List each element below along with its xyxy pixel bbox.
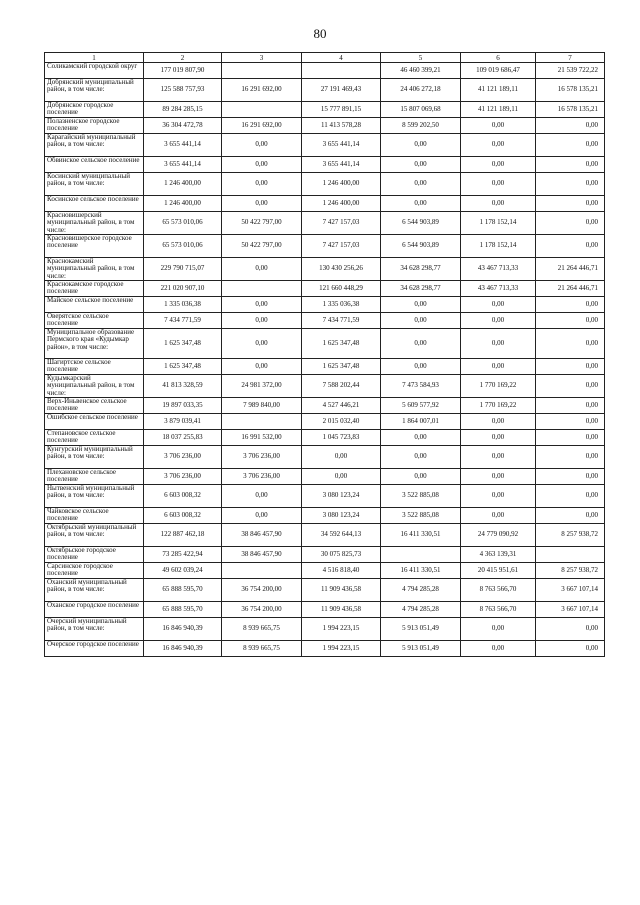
amount-cell: 3 080 123,24 bbox=[302, 485, 381, 508]
table-row bbox=[45, 118, 605, 134]
amount-cell: 0,00 bbox=[536, 235, 605, 258]
amount-cell: 36 304 472,78 bbox=[144, 118, 222, 134]
amount-cell: 0,00 bbox=[461, 508, 536, 524]
amount-cell: 0,00 bbox=[461, 118, 536, 134]
row-name-cell: Сарсинское городское поселение bbox=[45, 563, 144, 579]
row-name-cell: Красновишерское городское поселение bbox=[45, 235, 144, 258]
row-name-cell: Верх-Иньвенское сельское поселение bbox=[45, 398, 144, 414]
row-name-cell: Добрянское городское поселение bbox=[45, 102, 144, 118]
amount-cell: 0,00 bbox=[536, 329, 605, 359]
row-name-cell: Очерское городское поселение bbox=[45, 641, 144, 657]
amount-cell: 3 522 885,08 bbox=[381, 508, 461, 524]
amount-cell: 0,00 bbox=[536, 212, 605, 235]
row-name-cell: Октябрьский муниципальный район, в том числе: bbox=[45, 524, 144, 547]
amount-cell: 1 625 347,48 bbox=[144, 359, 222, 375]
amount-cell: 8 599 202,50 bbox=[381, 118, 461, 134]
amount-cell: 0,00 bbox=[536, 313, 605, 329]
amount-cell: 0,00 bbox=[536, 508, 605, 524]
amount-cell: 221 020 907,10 bbox=[144, 281, 222, 297]
amount-cell: 0,00 bbox=[222, 157, 302, 173]
row-name-cell: Шагиртское сельское поселение bbox=[45, 359, 144, 375]
amount-cell: 0,00 bbox=[302, 446, 381, 469]
amount-cell bbox=[222, 102, 302, 118]
amount-cell: 7 434 771,59 bbox=[144, 313, 222, 329]
amount-cell: 0,00 bbox=[222, 196, 302, 212]
row-name-cell: Оханское городское поселение bbox=[45, 602, 144, 618]
amount-cell: 16 291 692,00 bbox=[222, 79, 302, 102]
amount-cell: 0,00 bbox=[461, 359, 536, 375]
amount-cell: 24 779 090,92 bbox=[461, 524, 536, 547]
row-name-cell: Кунгурский муниципальный район, в том числе: bbox=[45, 446, 144, 469]
row-name-cell: Кудымкарский муниципальный район, в том числе: bbox=[45, 375, 144, 398]
amount-cell: 1 625 347,48 bbox=[144, 329, 222, 359]
amount-cell: 6 544 903,89 bbox=[381, 212, 461, 235]
amount-cell: 8 257 938,72 bbox=[536, 563, 605, 579]
amount-cell: 1 335 036,38 bbox=[302, 297, 381, 313]
amount-cell: 229 790 715,07 bbox=[144, 258, 222, 281]
table-row bbox=[45, 563, 605, 579]
amount-cell: 0,00 bbox=[222, 329, 302, 359]
amount-cell: 121 660 448,29 bbox=[302, 281, 381, 297]
amount-cell: 16 291 692,00 bbox=[222, 118, 302, 134]
amount-cell: 46 460 399,21 bbox=[381, 63, 461, 79]
column-header: 4 bbox=[302, 53, 381, 63]
amount-cell: 1 335 036,38 bbox=[144, 297, 222, 313]
amount-cell: 7 989 840,00 bbox=[222, 398, 302, 414]
amount-cell: 8 939 665,75 bbox=[222, 641, 302, 657]
amount-cell: 0,00 bbox=[536, 469, 605, 485]
amount-cell: 41 121 189,11 bbox=[461, 79, 536, 102]
row-name-cell: Косинское сельское поселение bbox=[45, 196, 144, 212]
row-name-cell: Краснокамское городское поселение bbox=[45, 281, 144, 297]
table-row bbox=[45, 258, 605, 281]
amount-cell: 3 655 441,14 bbox=[144, 134, 222, 157]
table-row bbox=[45, 79, 605, 102]
amount-cell: 20 415 951,61 bbox=[461, 563, 536, 579]
amount-cell: 24 981 372,00 bbox=[222, 375, 302, 398]
amount-cell: 130 430 256,26 bbox=[302, 258, 381, 281]
amount-cell: 0,00 bbox=[536, 430, 605, 446]
row-name-cell: Обвинское сельское поселение bbox=[45, 157, 144, 173]
amount-cell: 0,00 bbox=[222, 258, 302, 281]
amount-cell: 0,00 bbox=[222, 359, 302, 375]
amount-cell: 0,00 bbox=[536, 134, 605, 157]
amount-cell: 0,00 bbox=[461, 134, 536, 157]
amount-cell: 0,00 bbox=[461, 157, 536, 173]
amount-cell: 3 667 107,14 bbox=[536, 579, 605, 602]
amount-cell: 16 578 135,21 bbox=[536, 102, 605, 118]
amount-cell: 0,00 bbox=[381, 446, 461, 469]
amount-cell: 16 846 940,39 bbox=[144, 641, 222, 657]
amount-cell: 1 625 347,48 bbox=[302, 329, 381, 359]
amount-cell: 43 467 713,33 bbox=[461, 258, 536, 281]
amount-cell: 5 609 577,92 bbox=[381, 398, 461, 414]
amount-cell: 16 578 135,21 bbox=[536, 79, 605, 102]
row-name-cell: Оверятское сельское поселение bbox=[45, 313, 144, 329]
amount-cell: 125 588 757,93 bbox=[144, 79, 222, 102]
amount-cell: 3 706 236,00 bbox=[144, 446, 222, 469]
row-name-cell: Соликамский городской округ bbox=[45, 63, 144, 79]
row-name-cell: Краснокамский муниципальный район, в том числе: bbox=[45, 258, 144, 281]
amount-cell: 0,00 bbox=[461, 641, 536, 657]
amount-cell: 0,00 bbox=[381, 430, 461, 446]
amount-cell: 34 592 644,13 bbox=[302, 524, 381, 547]
amount-cell: 1 246 400,00 bbox=[302, 196, 381, 212]
amount-cell: 0,00 bbox=[381, 157, 461, 173]
header-row bbox=[45, 53, 605, 63]
amount-cell: 0,00 bbox=[536, 359, 605, 375]
table-row bbox=[45, 469, 605, 485]
table-row bbox=[45, 524, 605, 547]
amount-cell: 41 121 189,11 bbox=[461, 102, 536, 118]
amount-cell: 15 807 069,68 bbox=[381, 102, 461, 118]
row-name-cell: Очерский муниципальный район, в том числе: bbox=[45, 618, 144, 641]
amount-cell: 0,00 bbox=[536, 196, 605, 212]
amount-cell: 36 754 200,00 bbox=[222, 602, 302, 618]
amount-cell bbox=[302, 63, 381, 79]
amount-cell: 0,00 bbox=[536, 157, 605, 173]
amount-cell: 3 879 039,41 bbox=[144, 414, 222, 430]
amount-cell: 7 473 584,93 bbox=[381, 375, 461, 398]
amount-cell: 0,00 bbox=[381, 329, 461, 359]
amount-cell: 0,00 bbox=[381, 297, 461, 313]
table-row bbox=[45, 359, 605, 375]
row-name-cell: Добрянский муниципальный район, в том числе: bbox=[45, 79, 144, 102]
table-row bbox=[45, 329, 605, 359]
table-row bbox=[45, 212, 605, 235]
row-name-cell: Оханский муниципальный район, в том числе: bbox=[45, 579, 144, 602]
table-row bbox=[45, 430, 605, 446]
amount-cell: 6 603 008,32 bbox=[144, 508, 222, 524]
amount-cell: 73 285 422,94 bbox=[144, 547, 222, 563]
column-header: 5 bbox=[381, 53, 461, 63]
amount-cell: 8 257 938,72 bbox=[536, 524, 605, 547]
amount-cell: 0,00 bbox=[536, 485, 605, 508]
amount-cell: 0,00 bbox=[536, 414, 605, 430]
table-row bbox=[45, 313, 605, 329]
amount-cell: 0,00 bbox=[381, 359, 461, 375]
amount-cell: 34 628 298,77 bbox=[381, 258, 461, 281]
amount-cell: 1 178 152,14 bbox=[461, 235, 536, 258]
amount-cell: 27 191 469,43 bbox=[302, 79, 381, 102]
amount-cell: 0,00 bbox=[381, 196, 461, 212]
amount-cell: 0,00 bbox=[461, 297, 536, 313]
row-name-cell: Майское сельское поселение bbox=[45, 297, 144, 313]
amount-cell: 15 777 891,15 bbox=[302, 102, 381, 118]
amount-cell: 0,00 bbox=[536, 118, 605, 134]
table-row bbox=[45, 134, 605, 157]
amount-cell: 3 522 885,08 bbox=[381, 485, 461, 508]
amount-cell: 3 655 441,14 bbox=[302, 157, 381, 173]
table-row bbox=[45, 173, 605, 196]
table-row bbox=[45, 281, 605, 297]
amount-cell: 1 994 223,15 bbox=[302, 618, 381, 641]
column-header: 7 bbox=[536, 53, 605, 63]
table-row bbox=[45, 398, 605, 414]
amount-cell: 0,00 bbox=[461, 485, 536, 508]
column-header: 6 bbox=[461, 53, 536, 63]
table-row bbox=[45, 547, 605, 563]
row-name-cell: Степановское сельское поселение bbox=[45, 430, 144, 446]
amount-cell: 24 406 272,18 bbox=[381, 79, 461, 102]
row-name-cell: Полазненское городское поселение bbox=[45, 118, 144, 134]
amount-cell: 50 422 797,00 bbox=[222, 212, 302, 235]
row-name-cell: Ошибское сельское поселение bbox=[45, 414, 144, 430]
table-row bbox=[45, 297, 605, 313]
amount-cell: 0,00 bbox=[536, 398, 605, 414]
table-row bbox=[45, 618, 605, 641]
table-row bbox=[45, 641, 605, 657]
amount-cell: 4 527 446,21 bbox=[302, 398, 381, 414]
row-name-cell: Муниципальное образование Пермского края «Кудымкар район», в том числе: bbox=[45, 329, 144, 359]
amount-cell: 65 888 595,70 bbox=[144, 579, 222, 602]
amount-cell: 8 939 665,75 bbox=[222, 618, 302, 641]
amount-cell: 0,00 bbox=[536, 446, 605, 469]
amount-cell: 1 770 169,22 bbox=[461, 375, 536, 398]
amount-cell: 38 846 457,90 bbox=[222, 524, 302, 547]
amount-cell: 21 264 446,71 bbox=[536, 281, 605, 297]
amount-cell: 0,00 bbox=[381, 134, 461, 157]
amount-cell: 0,00 bbox=[381, 173, 461, 196]
amount-cell: 11 909 436,58 bbox=[302, 602, 381, 618]
amount-cell: 0,00 bbox=[381, 469, 461, 485]
amount-cell: 65 573 010,06 bbox=[144, 212, 222, 235]
row-name-cell: Октябрьское городское поселение bbox=[45, 547, 144, 563]
amount-cell: 6 603 008,32 bbox=[144, 485, 222, 508]
amount-cell: 1 178 152,14 bbox=[461, 212, 536, 235]
column-header: 1 bbox=[45, 53, 144, 63]
amount-cell: 4 516 818,40 bbox=[302, 563, 381, 579]
amount-cell: 1 625 347,48 bbox=[302, 359, 381, 375]
table-row bbox=[45, 446, 605, 469]
amount-cell: 5 913 051,49 bbox=[381, 618, 461, 641]
amount-cell: 3 080 123,24 bbox=[302, 508, 381, 524]
amount-cell: 0,00 bbox=[461, 329, 536, 359]
amount-cell bbox=[536, 547, 605, 563]
amount-cell: 0,00 bbox=[222, 134, 302, 157]
amount-cell: 50 422 797,00 bbox=[222, 235, 302, 258]
amount-cell: 0,00 bbox=[461, 313, 536, 329]
row-name-cell: Красновишерский муниципальный район, в том числе: bbox=[45, 212, 144, 235]
amount-cell: 5 913 051,49 bbox=[381, 641, 461, 657]
amount-cell: 0,00 bbox=[461, 414, 536, 430]
amount-cell: 1 994 223,15 bbox=[302, 641, 381, 657]
column-header: 2 bbox=[144, 53, 222, 63]
amount-cell: 1 246 400,00 bbox=[302, 173, 381, 196]
amount-cell: 16 846 940,39 bbox=[144, 618, 222, 641]
amount-cell: 21 264 446,71 bbox=[536, 258, 605, 281]
table-row bbox=[45, 102, 605, 118]
row-name-cell: Нытвенский муниципальный район, в том числе: bbox=[45, 485, 144, 508]
amount-cell: 11 413 578,28 bbox=[302, 118, 381, 134]
amount-cell: 65 888 595,70 bbox=[144, 602, 222, 618]
amount-cell: 0,00 bbox=[222, 508, 302, 524]
amount-cell: 4 794 285,28 bbox=[381, 602, 461, 618]
amount-cell: 1 246 400,00 bbox=[144, 196, 222, 212]
amount-cell: 34 628 298,77 bbox=[381, 281, 461, 297]
column-header: 3 bbox=[222, 53, 302, 63]
table-row bbox=[45, 196, 605, 212]
amount-cell: 0,00 bbox=[536, 641, 605, 657]
amount-cell: 8 763 566,70 bbox=[461, 602, 536, 618]
amount-cell: 19 897 033,35 bbox=[144, 398, 222, 414]
table-row bbox=[45, 63, 605, 79]
amount-cell: 7 434 771,59 bbox=[302, 313, 381, 329]
amount-cell: 30 075 825,73 bbox=[302, 547, 381, 563]
amount-cell: 7 427 157,03 bbox=[302, 212, 381, 235]
table-row bbox=[45, 485, 605, 508]
row-name-cell: Карагайский муниципальный район, в том числе: bbox=[45, 134, 144, 157]
amount-cell bbox=[222, 281, 302, 297]
table-row bbox=[45, 375, 605, 398]
amount-cell: 177 019 807,90 bbox=[144, 63, 222, 79]
amount-cell: 0,00 bbox=[461, 618, 536, 641]
table-row bbox=[45, 157, 605, 173]
row-name-cell: Плехановское сельское поселение bbox=[45, 469, 144, 485]
amount-cell: 1 770 169,22 bbox=[461, 398, 536, 414]
amount-cell: 4 363 139,31 bbox=[461, 547, 536, 563]
amount-cell: 7 588 202,44 bbox=[302, 375, 381, 398]
amount-cell: 18 037 255,83 bbox=[144, 430, 222, 446]
amount-cell: 3 706 236,00 bbox=[222, 469, 302, 485]
amount-cell: 0,00 bbox=[536, 173, 605, 196]
amount-cell: 2 015 032,40 bbox=[302, 414, 381, 430]
amount-cell: 0,00 bbox=[222, 297, 302, 313]
amount-cell: 1 045 723,83 bbox=[302, 430, 381, 446]
table-row bbox=[45, 602, 605, 618]
table-row bbox=[45, 579, 605, 602]
amount-cell: 1 246 400,00 bbox=[144, 173, 222, 196]
amount-cell: 11 909 436,58 bbox=[302, 579, 381, 602]
amount-cell: 3 706 236,00 bbox=[222, 446, 302, 469]
amount-cell: 109 019 686,47 bbox=[461, 63, 536, 79]
table-body bbox=[45, 63, 605, 657]
amount-cell: 0,00 bbox=[536, 618, 605, 641]
amount-cell: 3 655 441,14 bbox=[302, 134, 381, 157]
amount-cell: 8 763 566,70 bbox=[461, 579, 536, 602]
amount-cell: 4 794 285,28 bbox=[381, 579, 461, 602]
row-name-cell: Чайковское сельское поселение bbox=[45, 508, 144, 524]
amount-cell: 1 864 007,01 bbox=[381, 414, 461, 430]
amount-cell: 3 655 441,14 bbox=[144, 157, 222, 173]
amount-cell: 7 427 157,03 bbox=[302, 235, 381, 258]
amount-cell: 0,00 bbox=[222, 173, 302, 196]
table-row bbox=[45, 414, 605, 430]
amount-cell: 36 754 200,00 bbox=[222, 579, 302, 602]
amount-cell: 38 846 457,90 bbox=[222, 547, 302, 563]
row-name-cell: Косинский муниципальный район, в том числе: bbox=[45, 173, 144, 196]
amount-cell: 89 284 285,15 bbox=[144, 102, 222, 118]
amount-cell: 0,00 bbox=[536, 375, 605, 398]
amount-cell: 0,00 bbox=[461, 430, 536, 446]
amount-cell bbox=[222, 414, 302, 430]
amount-cell: 0,00 bbox=[461, 173, 536, 196]
table-row bbox=[45, 235, 605, 258]
table-row bbox=[45, 508, 605, 524]
amount-cell: 65 573 010,06 bbox=[144, 235, 222, 258]
amount-cell: 0,00 bbox=[302, 469, 381, 485]
amount-cell: 16 411 330,51 bbox=[381, 563, 461, 579]
amount-cell: 0,00 bbox=[461, 469, 536, 485]
amount-cell: 16 991 532,00 bbox=[222, 430, 302, 446]
amount-cell: 0,00 bbox=[222, 485, 302, 508]
amount-cell: 16 411 330,51 bbox=[381, 524, 461, 547]
amount-cell: 49 602 039,24 bbox=[144, 563, 222, 579]
amount-cell: 122 887 462,18 bbox=[144, 524, 222, 547]
amount-cell: 0,00 bbox=[381, 313, 461, 329]
amount-cell: 0,00 bbox=[461, 196, 536, 212]
amount-cell: 41 813 328,59 bbox=[144, 375, 222, 398]
budget-table bbox=[44, 52, 605, 657]
amount-cell: 0,00 bbox=[222, 313, 302, 329]
amount-cell bbox=[381, 547, 461, 563]
amount-cell bbox=[222, 63, 302, 79]
page-number: 80 bbox=[313, 26, 327, 41]
amount-cell bbox=[222, 563, 302, 579]
amount-cell: 0,00 bbox=[461, 446, 536, 469]
amount-cell: 43 467 713,33 bbox=[461, 281, 536, 297]
amount-cell: 21 539 722,22 bbox=[536, 63, 605, 79]
amount-cell: 6 544 903,89 bbox=[381, 235, 461, 258]
amount-cell: 3 667 107,14 bbox=[536, 602, 605, 618]
amount-cell: 3 706 236,00 bbox=[144, 469, 222, 485]
amount-cell: 0,00 bbox=[536, 297, 605, 313]
